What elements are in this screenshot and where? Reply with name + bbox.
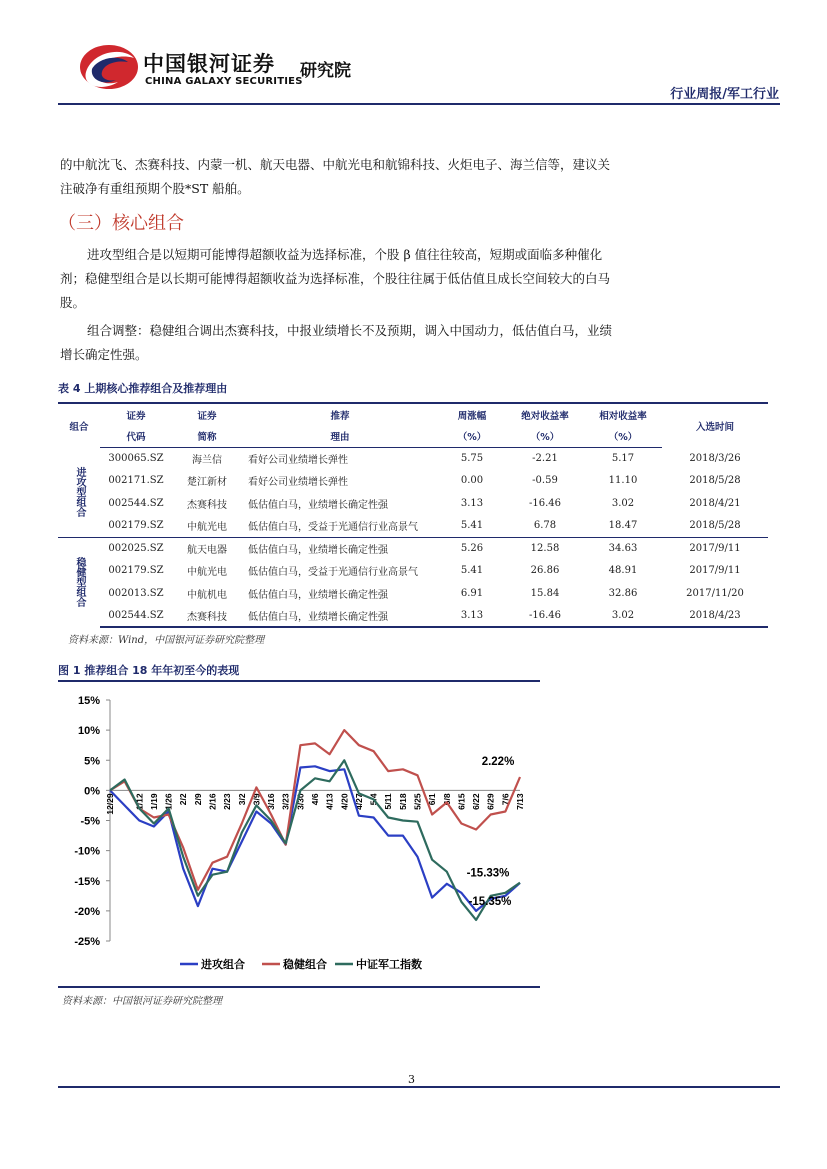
cell-date: 2017/11/20	[686, 587, 744, 599]
series-line-2	[110, 760, 520, 920]
x-tick-label: 4/20	[339, 793, 350, 810]
cell-weekly: 0.00	[460, 475, 484, 487]
paragraph-portfolio-adjustment: 组合调整：稳健组合调出杰赛科技，中报业绩增长不及预期，调入中国动力，低估值白马，业绩增长确定性强。	[60, 323, 613, 362]
x-tick-label: 7/13	[515, 793, 525, 810]
cell-date: 2017/9/11	[689, 565, 741, 577]
legend-label: 中证军工指数	[356, 959, 422, 971]
y-tick-label: 0%	[84, 785, 100, 798]
y-tick-label: -15%	[74, 875, 100, 888]
table-row	[58, 582, 768, 605]
x-tick-label: 2/9	[192, 793, 203, 806]
col-header-code: 证券	[126, 410, 146, 422]
cell-rel: 34.63	[584, 537, 662, 560]
page-header	[0, 0, 827, 105]
cell-weekly: 5.41	[460, 565, 484, 577]
y-tick-label: -25%	[74, 936, 100, 948]
cell-rel: 11.10	[608, 475, 638, 487]
cell-reason: 低估值白马，受益于光通信行业高景气	[248, 567, 418, 579]
cell-rel: 3.02	[611, 497, 635, 509]
page-number: 3	[408, 1073, 415, 1086]
cell-reason: 看好公司业绩增长弹性	[248, 477, 348, 489]
table-row	[58, 492, 768, 515]
table-title: 表 4 上期核心推荐组合及推荐理由	[58, 382, 228, 395]
x-tick-label: 3/23	[280, 793, 291, 810]
section-title: （三）核心组合	[58, 213, 184, 234]
cell-reason: 低估值白马，业绩增长确定性强	[242, 537, 438, 560]
cell-weekly: 5.41	[460, 520, 484, 531]
cell-name: 杰赛科技	[187, 499, 227, 511]
x-tick-label: 6/15	[456, 793, 467, 810]
cell-code: 002025.SZ	[100, 537, 172, 560]
legend-label: 稳健组合	[283, 959, 327, 971]
x-tick-label: 3/16	[266, 793, 277, 810]
table-source-note: 资料来源：Wind，中国银河证券研究院整理	[68, 635, 265, 646]
cell-rel: 18.47	[608, 520, 638, 531]
x-tick-label: 3/9	[251, 793, 262, 806]
cell-rel: 48.91	[608, 565, 638, 577]
x-tick-label: 2/23	[222, 793, 233, 810]
figure-bottom-divider	[58, 986, 540, 988]
col-header-abs: 绝对收益率	[521, 410, 569, 422]
x-tick-label: 1/19	[148, 793, 159, 810]
cell-name: 楚江新材	[187, 477, 227, 489]
x-tick-label: 5/11	[383, 793, 394, 810]
cell-code: 002544.SZ	[108, 497, 164, 509]
x-tick-label: 5/25	[412, 793, 423, 810]
y-tick-label: 15%	[77, 695, 100, 707]
cell-name: 中航光电	[187, 567, 227, 579]
x-tick-label: 4/6	[310, 793, 320, 806]
table-row	[58, 515, 768, 538]
cell-reason: 低估值白马，受益于光通信行业高景气	[248, 522, 418, 533]
galaxy-logo-icon	[78, 42, 140, 92]
figure-top-divider	[58, 680, 540, 682]
x-tick-label: 5/4	[368, 793, 379, 806]
cell-code: 300065.SZ	[108, 453, 164, 464]
cell-abs: 26.86	[530, 565, 560, 577]
cell-abs: -2.21	[532, 453, 558, 464]
cell-code: 002544.SZ	[100, 605, 172, 628]
x-tick-label: 7/6	[500, 793, 511, 806]
group-label-attack: 进攻型组合	[74, 466, 85, 517]
cell-rel: 5.17	[611, 453, 635, 464]
report-type: 行业周报/军工行业	[670, 87, 779, 102]
cell-name: 海兰信	[192, 455, 222, 466]
col-header-abs-sub: （%）	[506, 425, 584, 447]
cell-abs: -16.46	[528, 497, 561, 509]
col-header-rel-sub: （%）	[584, 425, 662, 447]
table-row	[58, 447, 768, 470]
cell-abs: 15.84	[530, 587, 560, 599]
cell-rel: 32.86	[608, 587, 638, 599]
data-annotation: -15.33%	[466, 867, 510, 880]
brand-institute: 研究院	[300, 61, 351, 81]
table-row	[58, 560, 768, 583]
cell-reason: 看好公司业绩增长弹性	[248, 455, 348, 466]
x-tick-label: 2/2	[178, 793, 189, 806]
cell-rel: 3.02	[584, 605, 662, 628]
col-header-name-sub: 简称	[172, 425, 242, 447]
x-tick-label: 12/29	[105, 793, 115, 815]
cell-code: 002013.SZ	[108, 587, 164, 599]
cell-code: 002171.SZ	[108, 475, 164, 487]
cell-name: 中航光电	[187, 522, 227, 533]
x-tick-label: 6/1	[427, 793, 438, 806]
x-tick-label: 5/18	[397, 793, 408, 810]
cell-abs: -0.59	[532, 475, 558, 487]
y-tick-label: 5%	[84, 755, 100, 768]
y-tick-label: 10%	[77, 725, 100, 738]
cell-date: 2018/4/23	[662, 605, 768, 628]
group-label-steady: 稳健型组合	[58, 537, 100, 627]
header-divider	[58, 103, 780, 105]
cell-name: 航天电器	[172, 537, 242, 560]
col-header-reason: 推荐	[330, 410, 350, 422]
col-header-weekly-sub: （%）	[438, 425, 506, 447]
portfolio-table	[58, 402, 768, 628]
brand-name-cn: 中国银河证券	[143, 52, 275, 76]
cell-code: 002179.SZ	[108, 565, 164, 577]
cell-name: 中航机电	[187, 589, 227, 601]
y-tick-label: -10%	[74, 845, 100, 858]
brand-name-en: CHINA GALAXY SECURITIES	[145, 76, 303, 87]
y-tick-label: -20%	[74, 905, 100, 918]
x-tick-label: 4/27	[353, 793, 364, 810]
table-row	[58, 470, 768, 493]
performance-line-chart	[58, 684, 540, 984]
table-row	[58, 605, 768, 628]
cell-reason: 低估值白马，业绩增长确定性强	[248, 499, 388, 511]
cell-date: 2018/5/28	[689, 520, 741, 531]
cell-weekly: 3.13	[438, 605, 506, 628]
x-tick-label: 3/2	[236, 793, 247, 806]
cell-date: 2018/5/28	[689, 475, 741, 487]
cell-weekly: 5.26	[438, 537, 506, 560]
cell-abs: -16.46	[506, 605, 584, 628]
cell-weekly: 3.13	[460, 497, 484, 509]
cell-date: 2017/9/11	[662, 537, 768, 560]
cell-abs: 12.58	[506, 537, 584, 560]
cell-reason: 低估值白马，业绩增长确定性强	[242, 605, 438, 628]
cell-date: 2018/4/21	[689, 497, 741, 509]
table-row	[58, 537, 768, 560]
figure-title: 图 1 推荐组合 18 年年初至今的表现	[58, 664, 240, 677]
x-tick-label: 6/22	[471, 793, 482, 810]
series-line-0	[110, 766, 520, 911]
cell-weekly: 6.91	[460, 587, 484, 599]
cell-date: 2018/3/26	[689, 452, 741, 464]
data-annotation: 2.22%	[481, 755, 515, 768]
x-tick-label: 3/30	[295, 793, 306, 810]
col-header-code-sub: 代码	[100, 425, 172, 447]
col-header-weekly: 周涨幅	[457, 410, 487, 422]
x-tick-label: 6/8	[441, 793, 452, 806]
cell-name: 杰赛科技	[172, 605, 242, 628]
x-tick-label: 4/13	[324, 793, 335, 810]
paragraph-intro: 的中航沈飞、杰赛科技、内蒙一机、航天电器、中航光电和航锦科技、火炬电子、海兰信等，建议关注破净有重组预期个股*ST 船舶。	[60, 157, 611, 196]
x-tick-label: 1/26	[163, 793, 174, 810]
x-tick-label: 2/16	[207, 793, 218, 810]
figure-source-note: 资料来源：中国银河证券研究院整理	[62, 996, 222, 1007]
cell-abs: 6.78	[533, 520, 557, 531]
col-header-name: 证券	[197, 410, 217, 422]
cell-code: 002179.SZ	[108, 520, 164, 531]
paragraph-portfolio-definition: 进攻型组合是以短期可能博得超额收益为选择标准，个股 β 值往往较高，短期或面临多种催化剂；稳健型组合是以长期可能博得超额收益为选择标准，个股往往属于低估值且成长空间较大的白马股。	[60, 247, 611, 310]
x-tick-label: 1/12	[134, 793, 145, 810]
col-header-reason-sub: 理由	[242, 425, 438, 447]
data-annotation: -15.35%	[468, 895, 512, 908]
col-header-rel: 相对收益率	[599, 410, 647, 422]
cell-reason: 低估值白马，业绩增长确定性强	[248, 589, 388, 601]
col-header-date: 入选时间	[695, 421, 734, 433]
col-header-group: 组合	[69, 421, 89, 433]
footer-divider	[58, 1086, 780, 1088]
x-tick-label: 6/29	[485, 793, 496, 810]
legend-label: 进攻组合	[201, 959, 245, 971]
y-tick-label: -5%	[80, 815, 100, 828]
cell-weekly: 5.75	[460, 453, 484, 464]
